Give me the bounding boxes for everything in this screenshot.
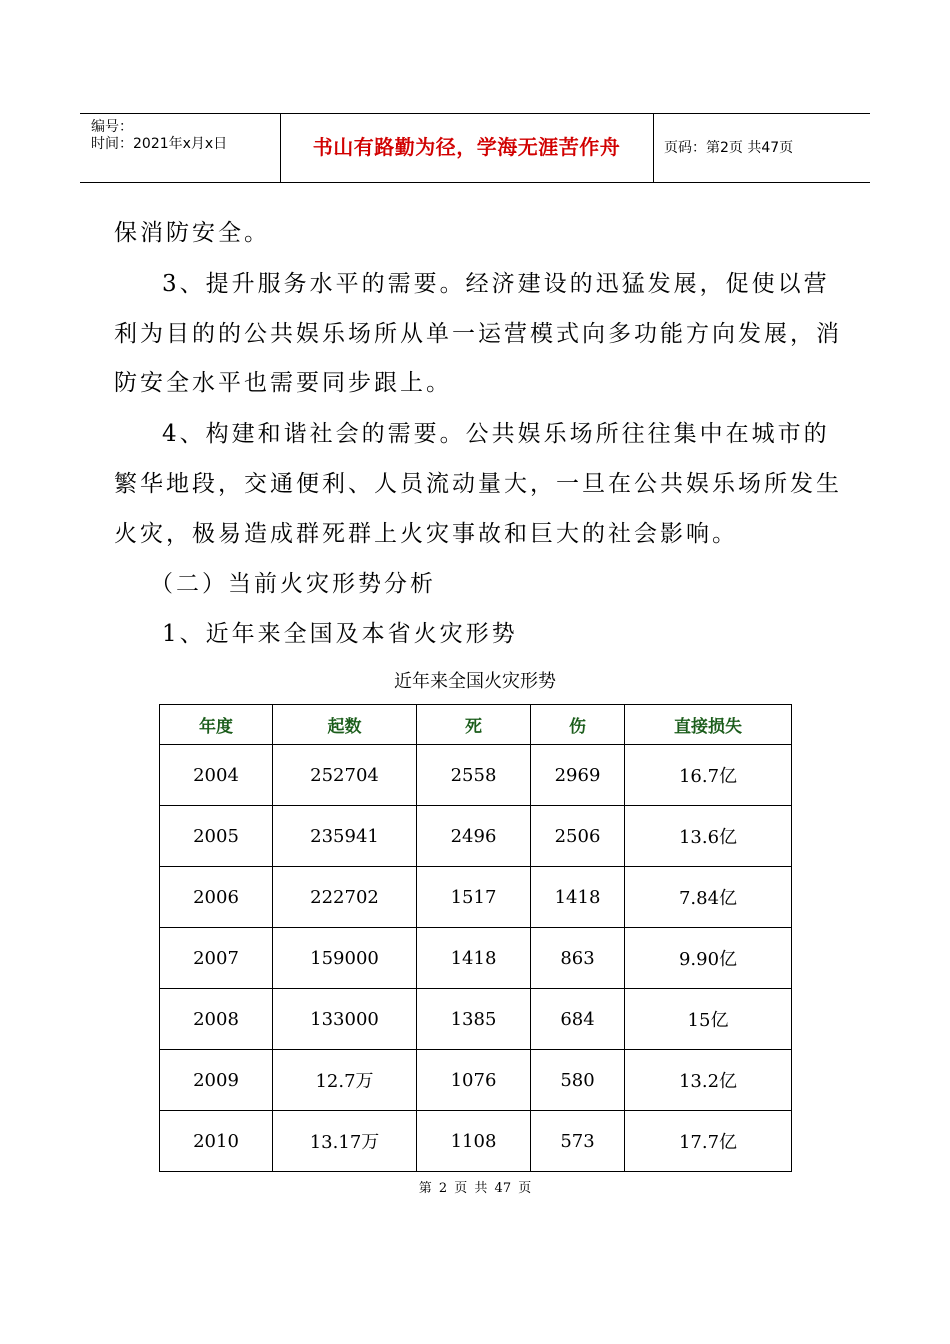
paragraph-line: 保消防安全。 — [114, 220, 270, 246]
header-motto: 书山有路勤为径，学海无涯苦作舟 — [312, 135, 621, 159]
header-page-code: 页码：第2页 共47页 — [664, 140, 794, 156]
cell-deaths: 1418 — [417, 928, 531, 989]
table-row — [160, 745, 792, 806]
column-header-deaths: 死 — [417, 705, 531, 745]
cell-loss: 17.7亿 — [625, 1111, 792, 1172]
cell-loss: 13.2亿 — [625, 1050, 792, 1111]
table-header-row — [160, 705, 792, 745]
cell-count: 235941 — [273, 806, 417, 867]
header-page-cell — [653, 114, 870, 182]
cell-injuries: 2506 — [531, 806, 625, 867]
table-row — [160, 867, 792, 928]
cell-count: 159000 — [273, 928, 417, 989]
column-header-injuries: 伤 — [531, 705, 625, 745]
cell-year: 2006 — [160, 867, 273, 928]
table-row — [160, 928, 792, 989]
section-heading: （二）当前火灾形势分析 — [150, 571, 436, 597]
paragraph-line: 4、构建和谐社会的需要。公共娱乐场所往往集中在城市的 — [162, 421, 830, 447]
cell-year: 2004 — [160, 745, 273, 806]
cell-year: 2010 — [160, 1111, 273, 1172]
header-info-cell — [80, 114, 281, 182]
fire-statistics-table — [159, 704, 792, 1172]
paragraph-line: 3、提升服务水平的需要。经济建设的迅猛发展，促使以营 — [162, 271, 830, 297]
cell-loss: 9.90亿 — [625, 928, 792, 989]
cell-injuries: 573 — [531, 1111, 625, 1172]
cell-count: 13.17万 — [273, 1111, 417, 1172]
table-row — [160, 1050, 792, 1111]
column-header-loss: 直接损失 — [625, 705, 792, 745]
table-row — [160, 989, 792, 1050]
cell-count: 133000 — [273, 989, 417, 1050]
cell-injuries: 863 — [531, 928, 625, 989]
column-header-year: 年度 — [160, 705, 273, 745]
paragraph-line: 火灾，极易造成群死群上火灾事故和巨大的社会影响。 — [114, 521, 738, 547]
cell-year: 2007 — [160, 928, 273, 989]
paragraph-line: 繁华地段，交通便利、人员流动量大，一旦在公共娱乐场所发生 — [114, 471, 842, 497]
cell-deaths: 1517 — [417, 867, 531, 928]
cell-year: 2009 — [160, 1050, 273, 1111]
document-time-label: 时间：2021年x月x日 — [91, 136, 228, 152]
cell-injuries: 580 — [531, 1050, 625, 1111]
document-number-label: 编号： — [91, 119, 133, 135]
cell-count: 252704 — [273, 745, 417, 806]
cell-loss: 16.7亿 — [625, 745, 792, 806]
cell-deaths: 2496 — [417, 806, 531, 867]
paragraph-line: 防安全水平也需要同步跟上。 — [114, 370, 452, 396]
table-title: 近年来全国火灾形势 — [394, 671, 556, 692]
cell-injuries: 684 — [531, 989, 625, 1050]
cell-deaths: 2558 — [417, 745, 531, 806]
cell-deaths: 1108 — [417, 1111, 531, 1172]
cell-loss: 13.6亿 — [625, 806, 792, 867]
cell-loss: 15亿 — [625, 989, 792, 1050]
table-row — [160, 1111, 792, 1172]
cell-loss: 7.84亿 — [625, 867, 792, 928]
cell-deaths: 1076 — [417, 1050, 531, 1111]
cell-deaths: 1385 — [417, 989, 531, 1050]
cell-count: 12.7万 — [273, 1050, 417, 1111]
column-header-count: 起数 — [273, 705, 417, 745]
page-footer: 第 2 页 共 47 页 — [418, 1181, 532, 1196]
table-row — [160, 806, 792, 867]
subsection-heading: 1、近年来全国及本省火灾形势 — [162, 621, 518, 647]
cell-year: 2005 — [160, 806, 273, 867]
cell-count: 222702 — [273, 867, 417, 928]
header-motto-cell — [280, 114, 654, 182]
cell-injuries: 1418 — [531, 867, 625, 928]
cell-year: 2008 — [160, 989, 273, 1050]
page-header — [80, 113, 870, 183]
cell-injuries: 2969 — [531, 745, 625, 806]
paragraph-line: 利为目的的公共娱乐场所从单一运营模式向多功能方向发展，消 — [114, 321, 842, 347]
